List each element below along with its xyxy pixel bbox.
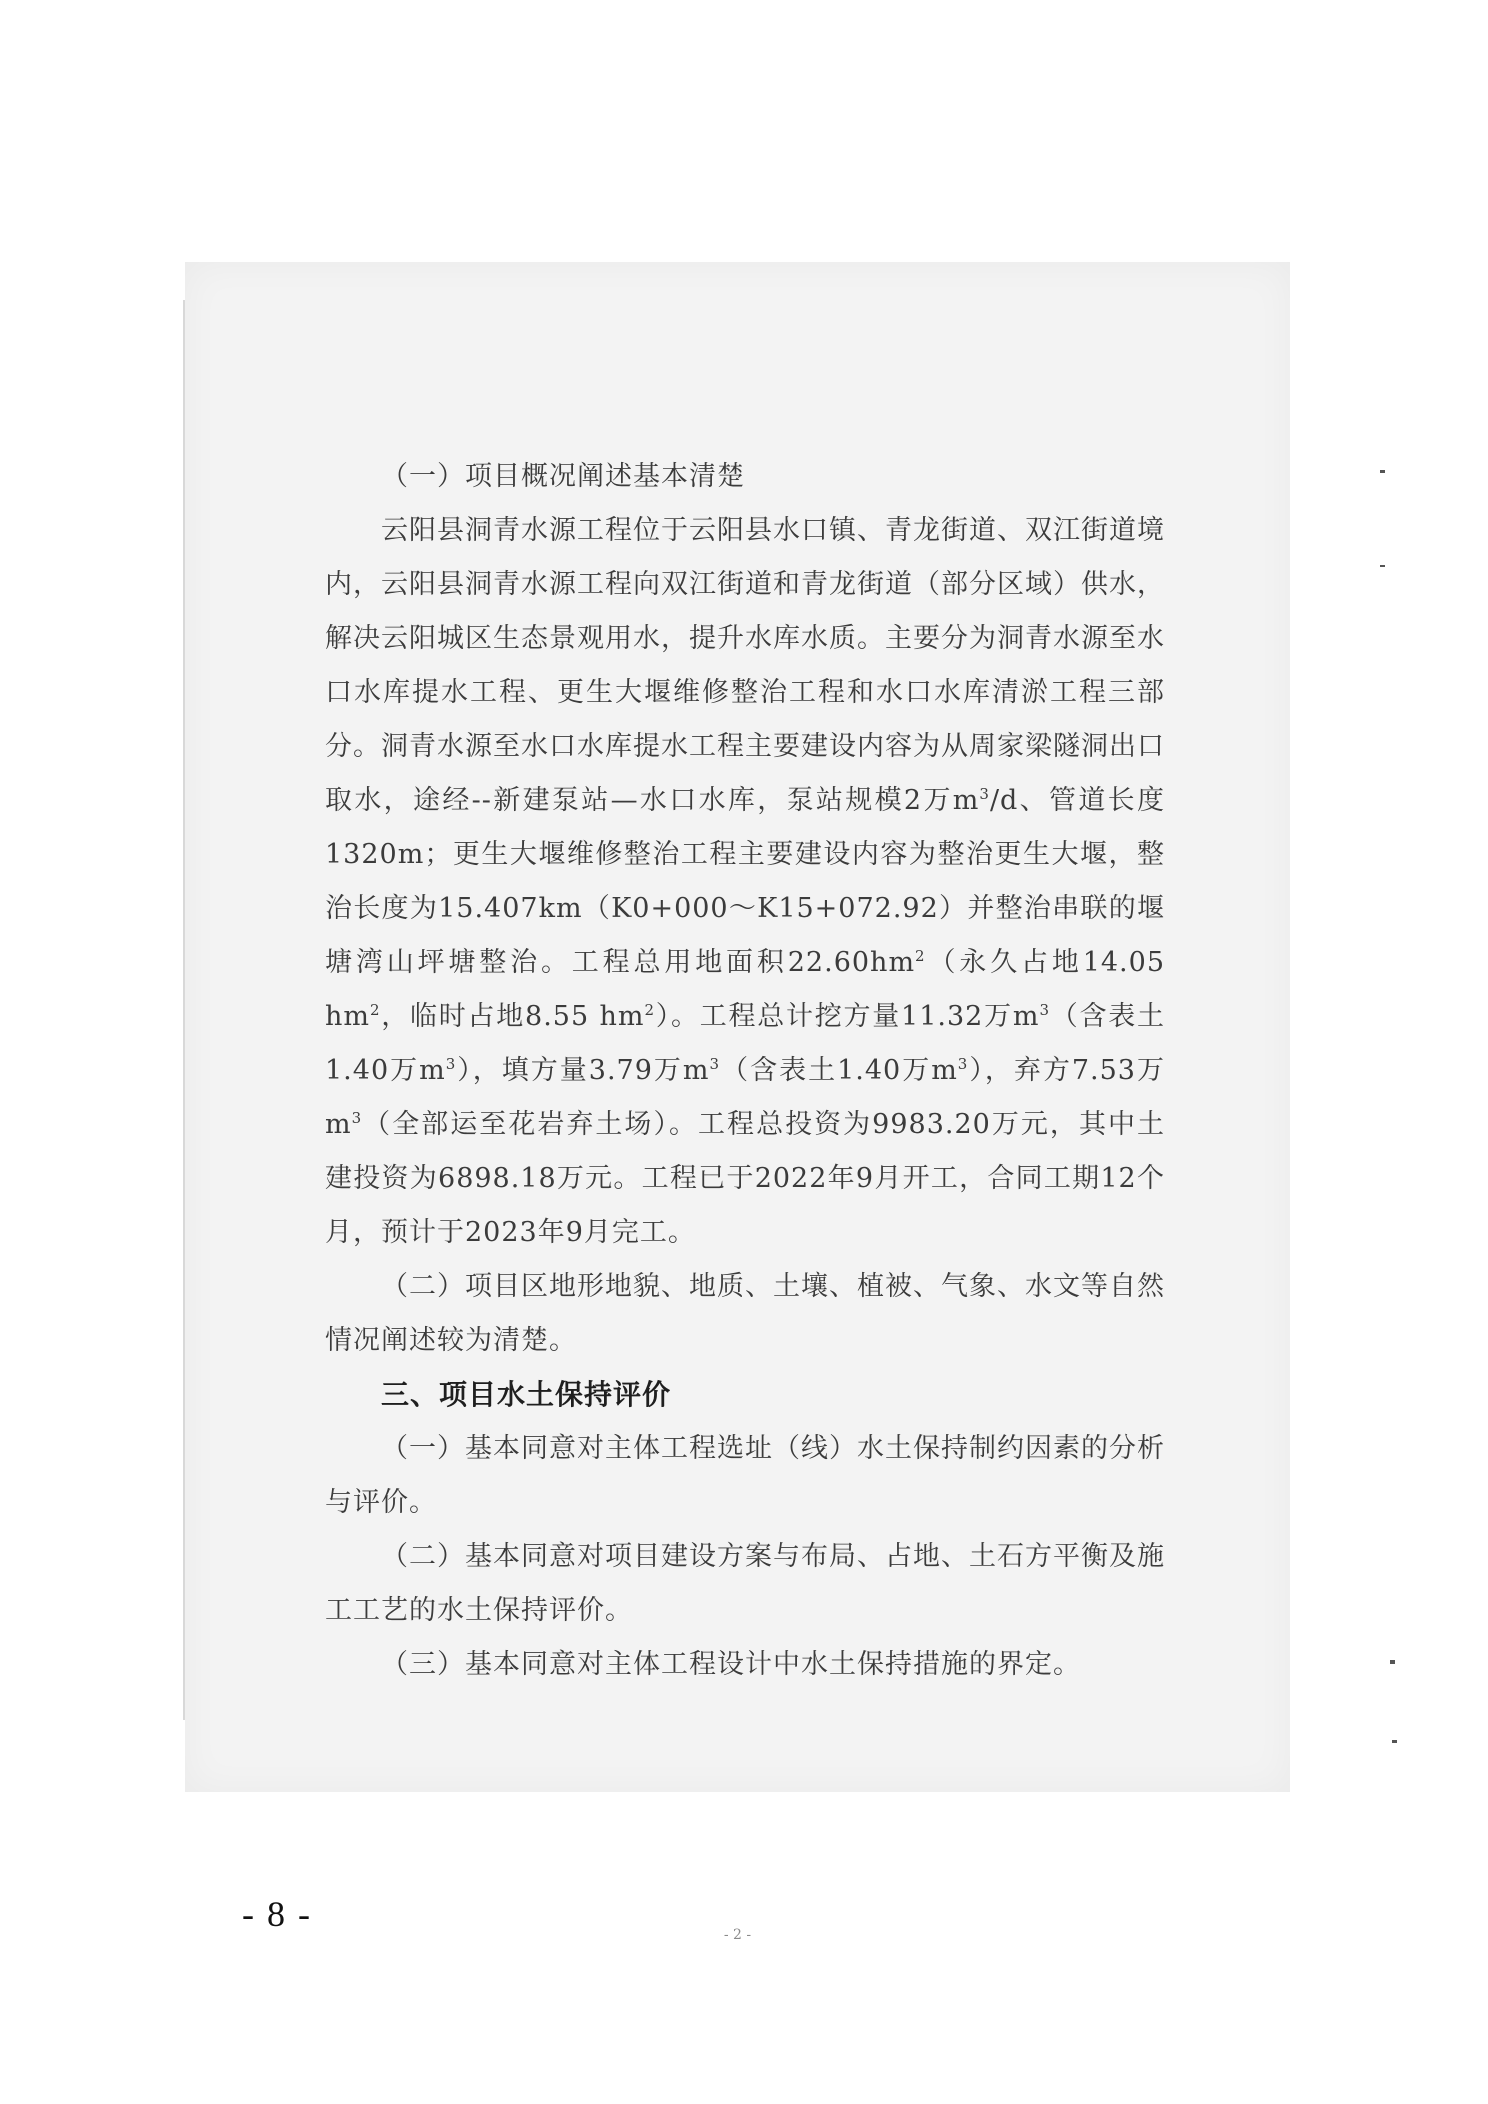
scan-speck bbox=[1380, 470, 1385, 473]
section-title-soil-conservation: 三、项目水土保持评价 bbox=[381, 1378, 672, 1411]
scan-speck bbox=[1392, 1740, 1397, 1743]
inner-page-number: - 2 - bbox=[723, 1927, 752, 1943]
paragraph-project-overview: 云阳县洞青水源工程位于云阳县水口镇、青龙街道、双江街道境内，云阳县洞青水源工程向双江街道和青龙街道（部分区域）供水，解决云阳城区生态景观用水，提升水库水质。主要分为洞青水源至水口水库提水工程、更生大堰维修整治工程和水口水库清淤工程三部分。洞青水源至水口水库提水工程主要建设内容为从周家梁隧洞出口取水，途经--新建泵站—水口水库，泵站规模2万$m^3/d$、管道长度1320m；更生大堰维修整治工程主要建设内容为整治更生大堰，整治长度为15.407km（K0+000～K15+072.92）并整治串联的堰塘湾山坪塘整治。工程总用地面积$22.60hm^2$（永久占地14.05 $hm^2$，临时占地8.55 $hm^2$）。工程总计挖方量11.32万$m^3$（含表土1.40万$m^3$），填方量3.79万$m^3$（含表土1.40万$m^3$），弃方7.53万$m^3$（全部运至花岩弃土场）。工程总投资为9983.20万元，其中土建投资为6898.18万元。工程已于2022年9月开工，合同工期12个月，预计于2023年9月完工。 bbox=[325, 515, 1165, 1248]
document-body bbox=[325, 450, 1165, 1692]
page-number: - 8 - bbox=[242, 1894, 312, 1934]
paragraph-layout-evaluation: （二）基本同意对项目建设方案与布局、占地、土石方平衡及施工工艺的水土保持评价。 bbox=[325, 1541, 1165, 1626]
scan-edge-line bbox=[183, 300, 185, 1720]
paragraph-project-overview-heading: （一）项目概况阐述基本清楚 bbox=[381, 461, 745, 492]
paragraph-natural-conditions: （二）项目区地形地貌、地质、土壤、植被、气象、水文等自然情况阐述较为清楚。 bbox=[325, 1271, 1165, 1356]
scan-speck bbox=[1390, 1660, 1395, 1664]
scan-speck bbox=[1380, 565, 1385, 567]
paragraph-site-evaluation: （一）基本同意对主体工程选址（线）水土保持制约因素的分析与评价。 bbox=[325, 1433, 1165, 1518]
paragraph-measures-definition: （三）基本同意对主体工程设计中水土保持措施的界定。 bbox=[381, 1649, 1081, 1680]
